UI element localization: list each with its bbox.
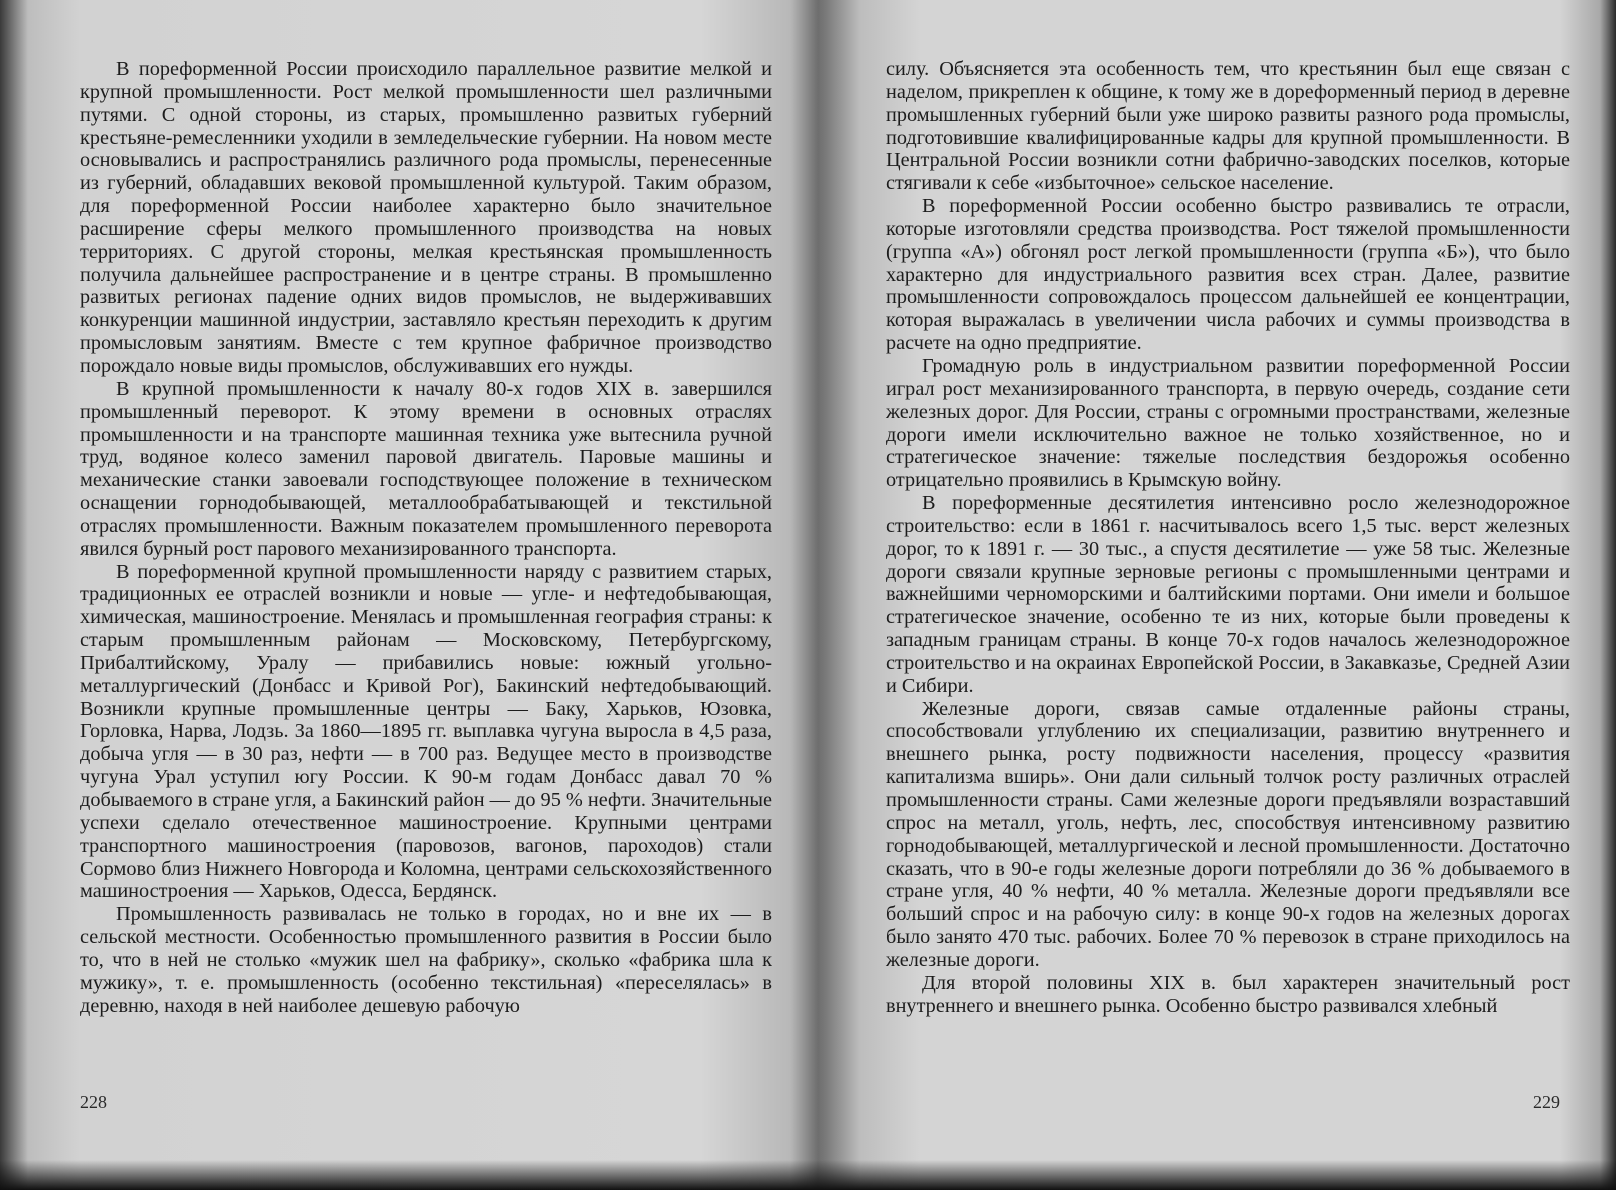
- right-paragraph-3: Громадную роль в индустриальном развитии пореформенной России играл рост механизированного транспорта, в первую очередь, создание сети железных дорог. Для России, страны с огромными пространствами, железные дороги имели исключительно важное не только хозяйственное, но и стратегическое значение: тяжелые последствия бездорожья особенно отрицательно проявились в Крымскую войну.: [886, 354, 1570, 492]
- left-page-number: 228: [80, 1092, 107, 1112]
- right-paragraph-5: Железные дороги, связав самые отдаленные районы страны, способствовали углублению их специализации, развитию внутреннего и внешнего рынка, росту подвижности населения, процессу «развития капитализма вширь». Они дали сильный толчок росту различных отраслей промышленности страны. Сами железные дороги предъявляли возраставший спрос на металл, уголь, нефть, лес, способствуя интенсивному развитию горнодобывающей, металлургической и лесной промышленности. Достаточно сказать, что в 90-е годы железные дороги потребляли до 36 % добываемого в стране угля, 40 % нефти, 40 % металла. Железные дороги предъявляли все больший спрос и на рабочую силу: в конце 90-х годов на железных дорогах было занято 470 тыс. рабочих. Более 70 % перевозок в стране приходилось на железные дороги.: [886, 697, 1570, 971]
- left-paragraph-3: В пореформенной крупной промышленности наряду с развитием старых, традиционных ее отраслей возникли и новые — угле- и нефтедобывающая, химическая, машиностроение. Менялась и промышленная география страны: к старым промышленным районам — Московскому, Петербургскому, Прибалтийскому, Уралу — прибавились новые: южный угольно-металлургический (Донбасс и Кривой Рог), Бакинский нефтедобывающий. Возникли крупные промышленные центры — Баку, Харьков, Юзовка, Горловка, Нарва, Лодзь. За 1860—1895 гг. выплавка чугуна выросла в 4,5 раза, добыча угля — в 30 раз, нефти — в 700 раз. Ведущее место в производстве чугуна Урал уступил югу России. К 90-м годам Донбасс давал 70 % добываемого в стране угля, а Бакинский район — до 95 % нефти. Значительные успехи сделало отечественное машиностроение. Крупными центрами транспортного машиностроения (паровозов, вагонов, пароходов) стали Сормово близ Нижнего Новгорода и Коломна, центрами сельскохозяйственного машиностроения — Харьков, Одесса, Бердянск.: [80, 560, 772, 903]
- left-paragraph-4: Промышленность развивалась не только в городах, но и вне их — в сельской местности. Особенностью промышленного развития в России было то, что в ней не столько «мужик шел на фабрику», сколько «фабрика шла к мужику», т. е. промышленность (особенно текстильная) «переселялась» в деревню, находя в ней наиболее дешевую рабочую: [80, 903, 772, 1017]
- left-page: [80, 58, 772, 1017]
- left-paragraph-2: В крупной промышленности к началу 80-х годов XIX в. завершился промышленный переворот. К этому времени в основных отраслях промышленности и на транспорте машинная техника уже вытеснила ручной труд, водяное колесо заменил паровой двигатель. Паровые машины и механические станки завоевали господствующее положение в техническом оснащении горнодобывающей, металлообрабатывающей и текстильной отраслях промышленности. Важным показателем промышленного переворота явился бурный рост парового механизированного транспорта.: [80, 377, 772, 560]
- right-paragraph-6: Для второй половины XIX в. был характерен значительный рост внутреннего и внешнего рынка. Особенно быстро развивался хлебный: [886, 971, 1570, 1017]
- right-paragraph-4: В пореформенные десятилетия интенсивно росло железнодорожное строительство: если в 1861 г. насчитывалось всего 1,5 тыс. верст железных дорог, то к 1891 г. — 30 тыс., а спустя десятилетие — уже 58 тыс. Железные дороги связали крупные зерновые регионы с промышленными центрами и важнейшими черноморскими и балтийскими портами. Они имели и большое стратегическое значение, особенно те из них, которые были проведены к западным границам страны. В конце 70-х годов началось железнодорожное строительство и на окраинах Европейской России, в Закавказье, Средней Азии и Сибири.: [886, 492, 1570, 697]
- right-page: [886, 58, 1570, 1017]
- right-paragraph-1: силу. Объясняется эта особенность тем, что крестьянин был еще связан с наделом, прикреплен к общине, к тому же в дореформенный период в деревне промышленных губерний были уже широко развиты разного рода промыслы, подготовившие квалифицированные кадры для крупной промышленности. В Центральной России возникли сотни фабрично-заводских поселков, которые стягивали к себе «избыточное» сельское население.: [886, 58, 1570, 195]
- bottom-shadow: [0, 1160, 1616, 1190]
- left-paragraph-1: В пореформенной России происходило параллельное развитие мелкой и крупной промышленности. Рост мелкой промышленности шел различными путями. С одной стороны, из старых, промышленно развитых губерний крестьяне-ремесленники уходили в земледельческие губернии. На новом месте основывались и распространялись различного рода промыслы, перенесенные из губерний, обладавших вековой промышленной культурой. Таким образом, для пореформенной России наиболее характерно было значительное расширение сферы мелкого промышленного производства на новых территориях. С другой стороны, мелкая крестьянская промышленность получила дальнейшее распространение и в центре страны. В промышленно развитых регионах падение одних видов промыслов, не выдерживавших конкуренции машинной индустрии, заставляло крестьян переходить к другим промысловым занятиям. Вместе с тем крупное фабричное производство порождало новые виды промыслов, обслуживавших его нужды.: [80, 58, 772, 377]
- right-paragraph-2: В пореформенной России особенно быстро развивались те отрасли, которые изготовляли средства производства. Рост тяжелой промышленности (группа «А») обгонял рост легкой промышленности (группа «Б»), что было характерно для индустриального развития всех стран. Далее, развитие промышленности сопровождалось процессом дальнейшей ее концентрации, которая выражалась в увеличении числа рабочих и суммы производства в расчете на одно предприятие.: [886, 195, 1570, 355]
- right-page-number: 229: [1533, 1092, 1560, 1112]
